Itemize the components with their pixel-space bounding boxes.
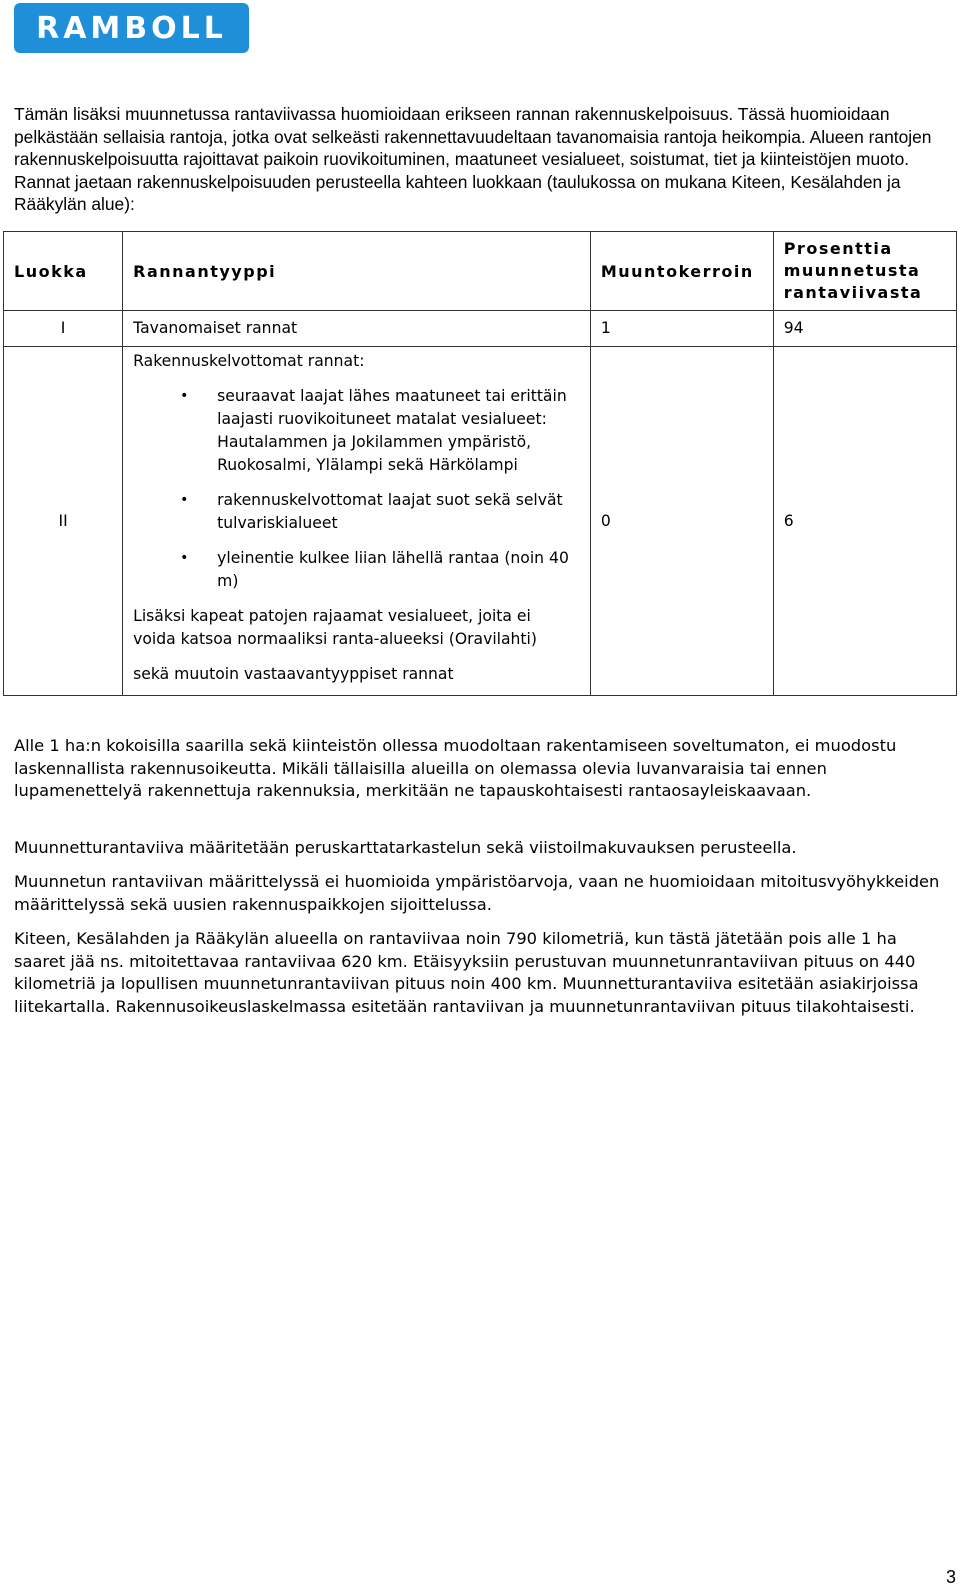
logo-text: RAMBOLL bbox=[36, 10, 227, 46]
ramboll-logo bbox=[14, 3, 249, 53]
row1-prosentti: 94 bbox=[773, 311, 956, 347]
list-item: • yleinentie kulkee liian lähellä rantaa (noin 40 m) bbox=[133, 547, 590, 593]
table-row bbox=[4, 311, 957, 347]
header-luokka: Luokka bbox=[4, 232, 123, 311]
table-header-row bbox=[4, 232, 957, 311]
intro-paragraph: Tämän lisäksi muunnetussa rantaviivassa huomioidaan erikseen rannan rakennuskelpoisuus. Tässä huomioidaan pelkästään sellaisia rantoja, jotka ovat selkeästi rakennettavuudeltaan tavanomaisia rantoja heikompia. Alueen rantojen rakennuskelpoisuutta rajoittavat paikoin ruovikoituminen, maatuneet vesialueet, soistumat, tiet ja kiinteistöjen muoto. Rannat jaetaan rakennuskelpoisuuden perusteella kahteen luokkaan (taulukossa on mukana Kiteen, Kesälahden ja Rääkylän alue): bbox=[14, 104, 932, 215]
table-row bbox=[4, 347, 957, 696]
header-rannantyyppi: Rannantyyppi bbox=[123, 232, 591, 311]
row1-kerroin: 1 bbox=[590, 311, 773, 347]
row2-tyyppi bbox=[123, 347, 591, 696]
list-item: • seuraavat laajat lähes maatuneet tai erittäin laajasti ruovikoituneet matalat vesialueet: Hautalammen ja Jokilammen ympäristö, Ruokosalmi, Ylälampi sekä Härkölampi bbox=[133, 385, 590, 477]
header-muuntokerroin: Muuntokerroin bbox=[590, 232, 773, 311]
paragraph-3: Muunnetun rantaviivan määrittelyssä ei huomioida ympäristöarvoja, vaan ne huomioidaan mitoitusvyöhykkeiden määrittelyssä sekä uusien rakennuspaikkojen sijoittelussa. bbox=[14, 872, 940, 914]
row1-luokka: I bbox=[4, 311, 123, 347]
row2-kerroin: 0 bbox=[590, 347, 773, 696]
row2-extra2: sekä muutoin vastaavantyyppiset rannat bbox=[133, 665, 454, 683]
paragraph-2: Muunnetturantaviiva määritetään peruskarttatarkastelun sekä viistoilmakuvauksen perusteella. bbox=[14, 838, 797, 857]
row2-prosentti: 6 bbox=[773, 347, 956, 696]
paragraph-1: Alle 1 ha:n kokoisilla saarilla sekä kiinteistön ollessa muodoltaan rakentamiseen soveltumaton, ei muodostu laskennallista rakennusoikeutta. Mikäli tällaisilla alueilla on olemassa olevia luvanvaraisia tai ennen lupamenettelyä rakennettuja rakennuksia, merkitään ne tapauskohtaisesti rantaosayleiskaavaan. bbox=[14, 736, 897, 801]
row2-bullet-list bbox=[133, 385, 590, 593]
paragraph-4: Kiteen, Kesälahden ja Rääkylän alueella on rantaviivaa noin 790 kilometriä, kun tästä jätetään pois alle 1 ha saaret jää ns. mitoitettavaa rantaviivaa 620 km. Etäisyyksiin perustuvan muunnetunrantaviivan pituus on 440 kilometriä ja lopullisen muunnetunrantaviivan pituus noin 400 km. Muunnetturantaviiva esitetään asiakirjoissa liitekartalla. Rakennusoikeuslaskelmassa esitetään rantaviivan ja muunnetunrantaviivan pituus tilakohtaisesti. bbox=[14, 929, 919, 1016]
row2-luokka: II bbox=[4, 347, 123, 696]
shore-classification-table bbox=[3, 231, 957, 696]
list-item: • rakennuskelvottomat laajat suot sekä selvät tulvariskialueet bbox=[133, 489, 590, 535]
row2-extra1: Lisäksi kapeat patojen rajaamat vesialueet, joita ei voida katsoa normaaliksi ranta-alueeksi (Oravilahti) bbox=[133, 607, 537, 648]
page-number: 3 bbox=[945, 1567, 956, 1587]
row2-heading: Rakennuskelvottomat rannat: bbox=[133, 352, 365, 370]
header-prosentti: Prosenttia muunnetusta rantaviivasta bbox=[773, 232, 956, 311]
row1-tyyppi: Tavanomaiset rannat bbox=[123, 311, 591, 347]
